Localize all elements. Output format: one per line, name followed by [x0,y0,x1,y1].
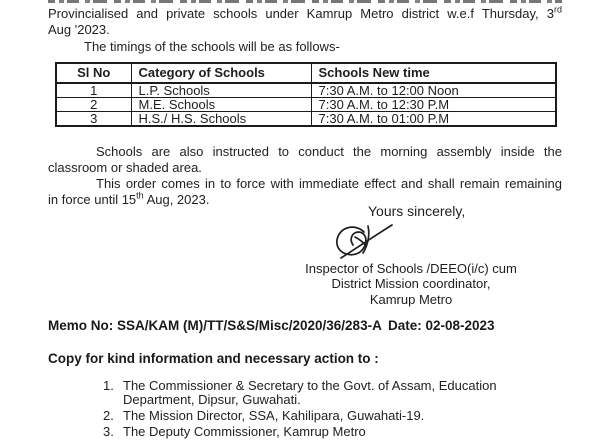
header-new-time: Schools New time [311,63,556,83]
school-timings-table [55,62,557,127]
signatory-district: Kamrup Metro [369,291,453,307]
clipped-text-line [48,0,562,3]
cell-category: L.P. Schools [131,83,311,98]
salutation: Yours sincerely, [368,203,466,219]
cell-new-time: 7:30 A.M. to 01:00 P.M [311,112,556,127]
intro-line-2: Aug '2023. [48,22,110,38]
list-item-text: The Deputy Commissioner, Kamrup Metro [123,424,366,440]
intro-line-3: The timings of the schools will be as follows- [84,38,340,54]
list-item-text: The Commissioner & Secretary to the Govt. of Assam, Education Department, Dipsur, Guwahati. [123,378,497,408]
signatory-designation: Inspector of Schools /DEEO(i/c) cum [305,261,517,276]
header-category: Category of Schools [131,63,311,83]
copy-heading: Copy for kind information and necessary action to : [48,351,379,366]
list-item [103,409,563,423]
table-header-row [56,63,556,83]
copy-distribution-list [103,379,563,441]
table-row [56,83,556,98]
table-row [56,98,556,112]
ordinal-superscript: th [136,190,144,201]
intro-line-1 [48,6,562,22]
header-sl-no: Sl No [56,63,131,83]
assembly-line-1: Schools are also instructed to conduct the morning assembly inside the [96,144,562,159]
memo-number: Memo No: SSA/KAM (M)/TT/S&S/Misc/2020/36/283-A [48,318,382,333]
list-item-number: 3. [103,424,114,440]
intro-paragraph [48,6,562,55]
assembly-line-2: classroom or shaded area. [48,160,202,176]
list-item-number: 2. [103,408,114,424]
cell-sl-no: 2 [56,98,131,112]
list-item [103,379,563,408]
table-row [56,112,556,127]
cell-category: M.E. Schools [131,98,311,112]
cell-new-time: 7:30 A.M. to 12:00 Noon [311,83,556,98]
handwritten-signature [328,219,420,261]
cell-sl-no: 1 [56,83,131,98]
order-line-2 [48,192,562,208]
cell-sl-no: 3 [56,112,131,127]
list-item-text: The Mission Director, SSA, Kahilipara, Guwahati-19. [123,408,425,424]
order-line-1: This order comes in to force with immediate effect and shall remain remaining [96,176,562,192]
cell-category: H.S./ H.S. Schools [131,112,311,127]
intro-line-1-text: Provincialised and private schools under Kamrup Metro district w.e.f Thursday, 3 [48,6,554,21]
ordinal-superscript: rd [553,4,562,15]
list-item [103,425,563,439]
signatory-block [305,261,517,307]
list-item-number: 1. [103,378,114,393]
signatory-role: District Mission coordinator, [331,276,491,292]
order-line-2-post: Aug, 2023. [143,192,210,208]
order-line-2-pre: in force until 15 [48,192,137,208]
cell-new-time: 7:30 A.M. to 12:30 P.M [311,98,556,112]
body-paragraphs [48,144,562,208]
memo-date: Date: 02-08-2023 [388,318,495,333]
